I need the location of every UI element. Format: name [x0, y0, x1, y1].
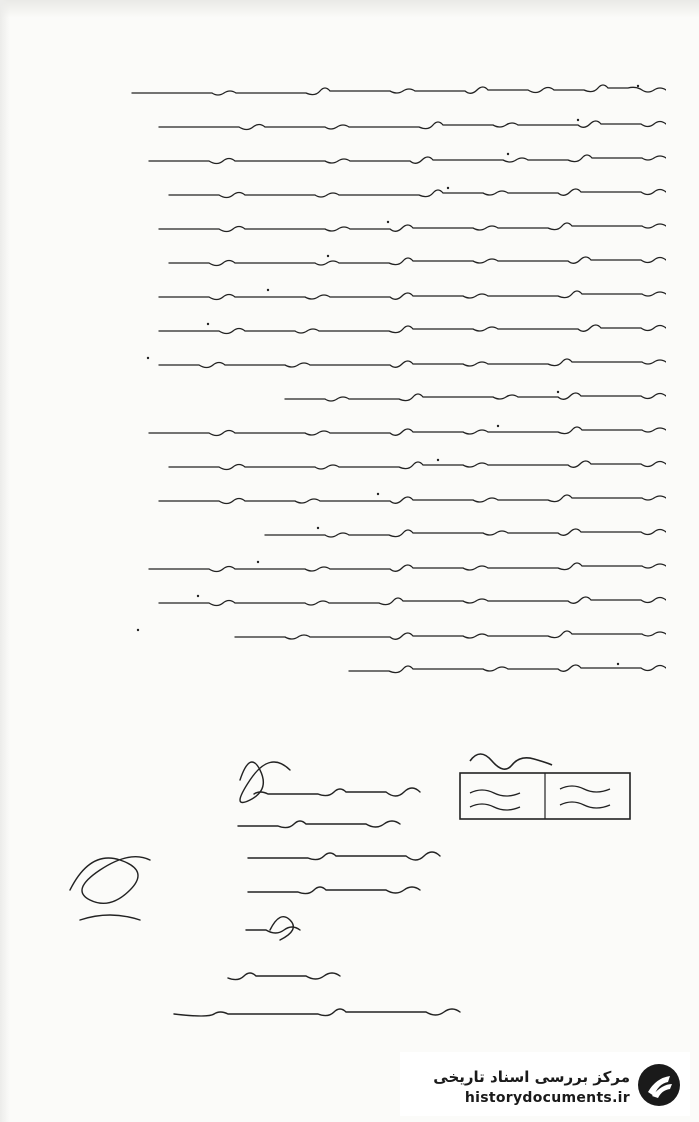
handwritten-line: [285, 393, 666, 401]
scan-shadow-left: [0, 0, 10, 1122]
watermark-footer: [400, 1052, 690, 1116]
handwritten-line: [235, 631, 666, 639]
handwritten-line: [159, 121, 666, 130]
handwritten-line: [159, 597, 666, 606]
watermark-org-name: مرکز بررسی اسناد تاریخی: [433, 1068, 630, 1086]
handwritten-line: [169, 189, 666, 198]
handwritten-line: [159, 223, 666, 232]
archive-logo-icon: [636, 1062, 682, 1108]
handwritten-line: [349, 665, 666, 673]
watermark-url: historydocuments.ir: [464, 1090, 630, 1106]
handwritten-line: [149, 427, 666, 436]
handwritten-line: [159, 325, 666, 334]
handwritten-line: [149, 563, 666, 572]
handwritten-line: [159, 359, 666, 368]
handwritten-line: [159, 291, 666, 300]
signatures: [40, 740, 660, 1040]
handwritten-line: [149, 155, 666, 164]
handwritten-line: [265, 529, 666, 537]
handwritten-line: [159, 495, 666, 504]
handwritten-line: [132, 85, 666, 95]
handwritten-line: [169, 461, 666, 470]
handwritten-body: [38, 66, 666, 746]
scan-shadow-top: [0, 0, 699, 18]
handwritten-line: [169, 257, 666, 266]
